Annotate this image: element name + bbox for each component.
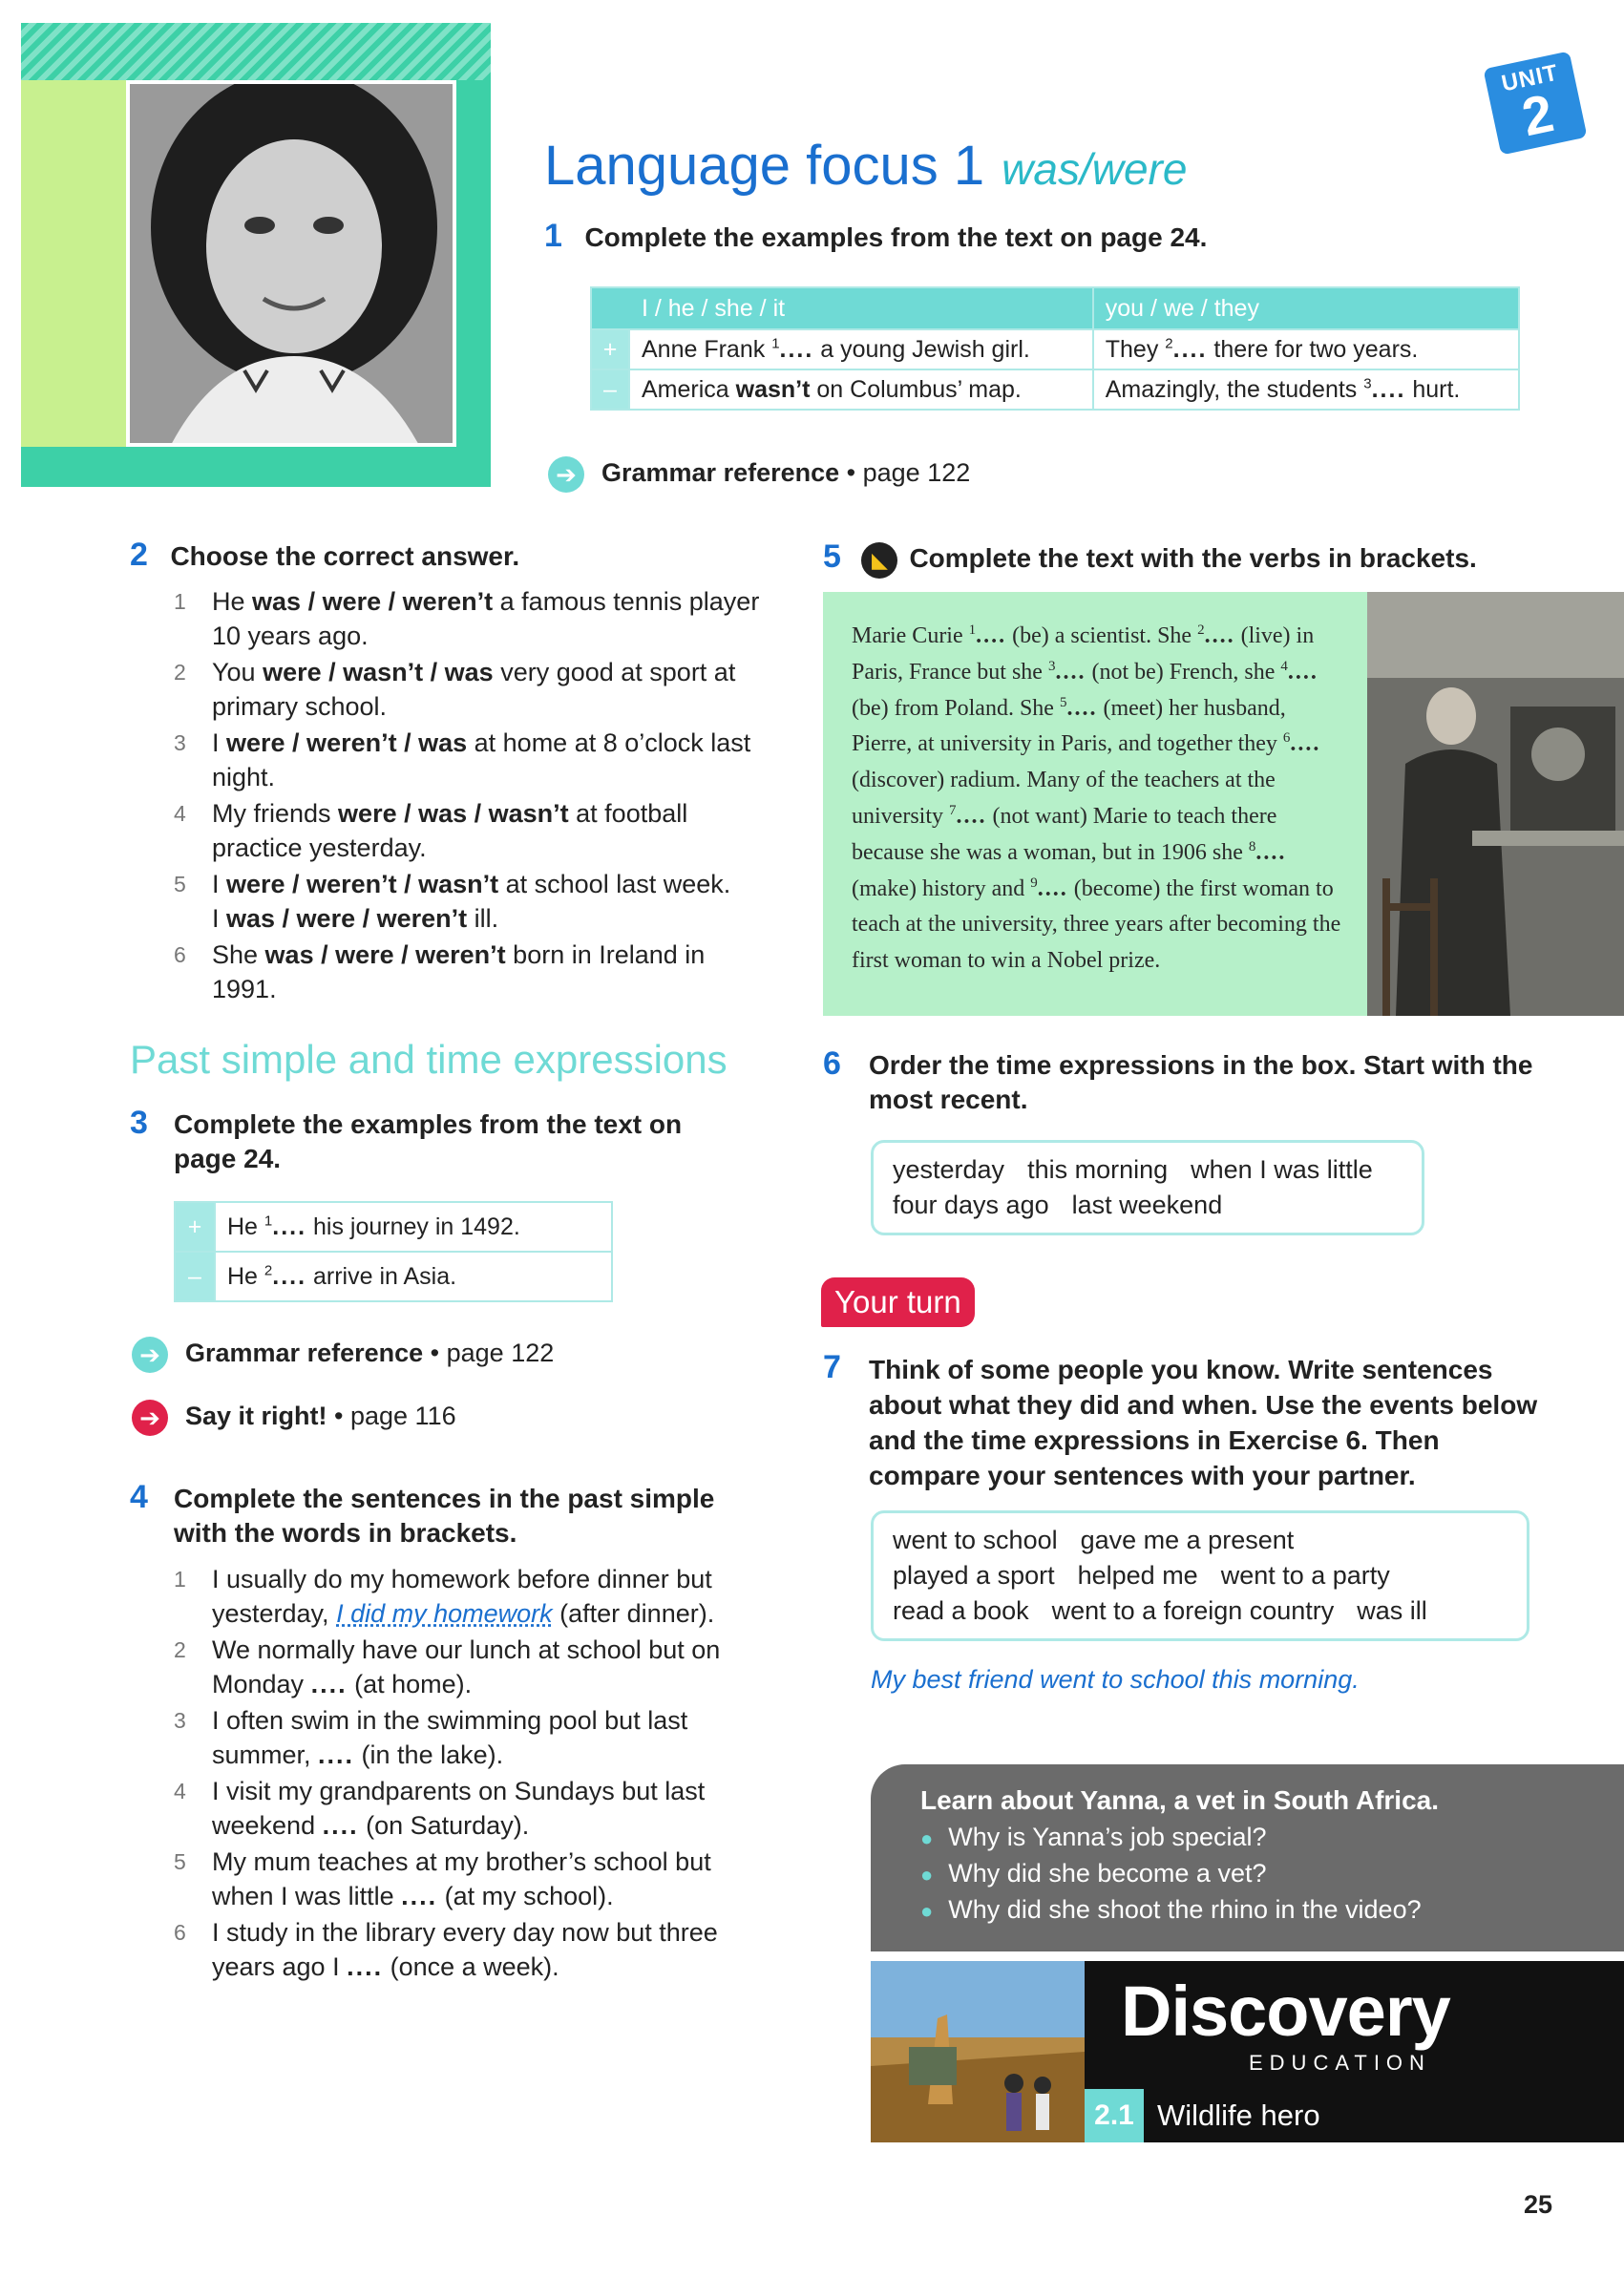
blank[interactable]: .... xyxy=(1055,659,1086,685)
say-it-right-link[interactable]: ➔ Say it right! • page 116 xyxy=(132,1400,456,1436)
ex4-number: 4 xyxy=(130,1479,148,1515)
list-item: 2 We normally have our lunch at school but on Monday .... (at home). xyxy=(174,1635,721,1698)
video-clip-number: 2.1 xyxy=(1085,2089,1144,2142)
ex5-heading xyxy=(823,538,1477,579)
list-item: 5 I were / weren’t / wasn’t at school last week. I was / were / weren’t ill. xyxy=(174,870,731,933)
blank[interactable]: .... xyxy=(1037,875,1068,901)
blank[interactable]: .... xyxy=(1204,623,1235,648)
word-chip: played a sport xyxy=(893,1561,1055,1590)
ex7-heading xyxy=(823,1349,1549,1493)
ex2-heading xyxy=(130,537,519,574)
video-panel xyxy=(871,1764,1624,1951)
page-title xyxy=(544,134,1187,198)
video-thumbnail[interactable] xyxy=(871,1961,1085,2142)
plus-sign: + xyxy=(175,1202,215,1252)
ex2-list xyxy=(174,584,775,1008)
word-chip: last weekend xyxy=(1071,1191,1223,1219)
arrow-right-icon: ➔ xyxy=(132,1337,168,1373)
ex7-instruction: Think of some people you know. Write sentences about what they did and when. Use the events below and the time expressions in Exercise 6. Then compare your sentences with your partner. xyxy=(869,1355,1538,1490)
video-clip-title[interactable]: Wildlife hero xyxy=(1144,2089,1624,2142)
ex1-instruction: Complete the examples from the text on page 24. xyxy=(584,222,1208,252)
blank[interactable]: .... xyxy=(1255,839,1287,865)
section-title: Past simple and time expressions xyxy=(130,1037,728,1082)
ex6-heading xyxy=(823,1045,1549,1117)
ex3-heading xyxy=(130,1107,779,1176)
page-title-main: Language focus 1 xyxy=(544,135,985,197)
ex7-example-sentence: My best friend went to school this morning. xyxy=(871,1665,1360,1694)
ex2-number: 2 xyxy=(130,537,148,573)
ex5-text: Marie Curie $^1$.... (be) a scientist. She $^2$.... (live) in Paris, France but she $^3$.... (not be) French, she $^4$.... (be) from Poland. She $^5$.... (meet) her husband, Pierre, at university in Paris, and together they $^6$.... (discover) radium. Many of the teachers at the university $^7$.... (not want) Marie to teach there because she was a woman, but in 1906 she $^8$.... (make) history and $^9$.... (become) the first woman to teach at the university, three years after becoming the first woman to win a Nobel prize. xyxy=(852,622,1341,974)
word-chip: went to a party xyxy=(1220,1561,1390,1590)
brand-name: Discovery xyxy=(1121,1972,1450,2051)
ex3-table xyxy=(174,1201,613,1302)
ex1-cell: America wasn’t on Columbus’ map. xyxy=(629,369,1093,410)
list-item: 1 I usually do my homework before dinner but yesterday, I did my homework (after dinner). xyxy=(174,1565,715,1628)
blank[interactable]: .... xyxy=(401,1882,438,1910)
ex2-instruction: Choose the correct answer. xyxy=(170,541,520,571)
ex3-instruction: Complete the examples from the text on page 24. xyxy=(174,1109,683,1173)
page-number: 25 xyxy=(1524,2190,1553,2219)
grammar-reference-link[interactable]: ➔ Grammar reference • page 122 xyxy=(132,1337,554,1373)
minus-sign: – xyxy=(175,1252,215,1301)
anne-frank-photo xyxy=(126,80,456,447)
blank[interactable]: .... xyxy=(779,335,814,363)
marie-curie-photo xyxy=(1367,592,1624,1016)
word-chip: went to a foreign country xyxy=(1051,1596,1335,1625)
ex1-cell: They $^2$.... there for two years. xyxy=(1093,329,1519,369)
blank[interactable]: .... xyxy=(272,1213,307,1240)
video-question: ● Why did she become a vet? xyxy=(920,1856,1624,1892)
ex1-col-header-1: I / he / she / it xyxy=(591,287,1093,329)
brand-subtitle: EDUCATION xyxy=(1249,2051,1431,2075)
minus-sign: – xyxy=(591,369,629,410)
your-turn-badge: Your turn xyxy=(821,1277,975,1327)
ex5-number: 5 xyxy=(823,538,841,575)
word-chip: when I was little xyxy=(1191,1155,1373,1184)
ex1-cell: Anne Frank $^1$.... a young Jewish girl. xyxy=(629,329,1093,369)
ex4-instruction: Complete the sentences in the past simple with the words in brackets. xyxy=(174,1484,715,1548)
blank[interactable]: .... xyxy=(1290,731,1321,757)
photo-stripes xyxy=(21,23,491,80)
ex7-word-box xyxy=(871,1510,1529,1641)
arrow-right-icon: ➔ xyxy=(132,1400,168,1436)
unit-number: 2 xyxy=(1516,82,1559,148)
video-heading: Learn about Yanna, a vet in South Africa. xyxy=(920,1785,1440,1815)
blank[interactable]: .... xyxy=(1371,375,1406,403)
blank[interactable]: .... xyxy=(322,1811,359,1840)
blank[interactable]: .... xyxy=(310,1670,348,1698)
ex4-heading xyxy=(130,1479,779,1550)
word-chip: this morning xyxy=(1027,1155,1169,1184)
unit-badge xyxy=(1483,51,1587,155)
ex3-cell: He $^1$.... his journey in 1492. xyxy=(215,1202,612,1252)
ex1-col-header-2: you / we / they xyxy=(1093,287,1519,329)
list-item: 6 I study in the library every day now but three years ago I .... (once a week). xyxy=(174,1918,718,1981)
arrow-right-icon: ➔ xyxy=(548,456,584,493)
page-title-sub: was/were xyxy=(1002,144,1188,194)
word-chip: yesterday xyxy=(893,1155,1005,1184)
video-question: ● Why is Yanna’s job special? xyxy=(920,1820,1624,1856)
ex1-cell: Amazingly, the students $^3$.... hurt. xyxy=(1093,369,1519,410)
ex6-word-box xyxy=(871,1140,1424,1235)
unit-label: UNIT xyxy=(1499,59,1561,97)
word-chip: was ill xyxy=(1357,1596,1427,1625)
blank[interactable]: .... xyxy=(318,1740,355,1769)
list-item: 3 I often swim in the swimming pool but last summer, .... (in the lake). xyxy=(174,1706,688,1769)
discovery-education-logo xyxy=(1085,1961,1624,2089)
list-item: 4 I visit my grandparents on Sundays but last weekend .... (on Saturday). xyxy=(174,1777,706,1840)
example-answer-fill: I did my homework xyxy=(336,1599,553,1628)
ex5-instruction: Complete the text with the verbs in brackets. xyxy=(909,543,1477,573)
word-chip: gave me a present xyxy=(1080,1526,1295,1554)
word-chip: four days ago xyxy=(893,1191,1049,1219)
video-question: ● Why did she shoot the rhino in the video? xyxy=(920,1892,1624,1929)
blank[interactable]: .... xyxy=(976,623,1007,648)
word-chip: helped me xyxy=(1077,1561,1198,1590)
ex3-cell: He $^2$.... arrive in Asia. xyxy=(215,1252,612,1301)
ex1-table xyxy=(590,286,1520,411)
ex3-number: 3 xyxy=(130,1105,148,1141)
list-item: 2 You were / wasn’t / was very good at sport at primary school. xyxy=(174,658,736,721)
ex7-number: 7 xyxy=(823,1349,841,1385)
plus-sign: + xyxy=(591,329,629,369)
ex1-number: 1 xyxy=(544,218,562,254)
audio-icon[interactable]: ◣ xyxy=(861,542,897,579)
ex1-heading xyxy=(544,218,1207,255)
blank[interactable]: .... xyxy=(1172,335,1208,363)
blank[interactable]: .... xyxy=(347,1952,384,1981)
ex6-instruction: Order the time expressions in the box. Start with the most recent. xyxy=(869,1050,1533,1114)
list-item: 5 My mum teaches at my brother’s school but when I was little .... (at my school). xyxy=(174,1847,711,1910)
blank[interactable]: .... xyxy=(1066,695,1098,721)
blank[interactable]: .... xyxy=(272,1262,307,1290)
ex6-number: 6 xyxy=(823,1045,841,1082)
list-item: 6 She was / were / weren’t born in Ireland in 1991. xyxy=(174,940,706,1003)
list-item: 4 My friends were / was / wasn’t at football practice yesterday. xyxy=(174,799,688,862)
photo-accent xyxy=(21,80,126,447)
word-chip: went to school xyxy=(893,1526,1058,1554)
ex4-list xyxy=(174,1562,747,1986)
blank[interactable]: .... xyxy=(956,803,987,829)
grammar-reference-link[interactable]: ➔ Grammar reference • page 122 xyxy=(548,456,970,493)
list-item: 1 He was / were / weren’t a famous tennis player 10 years ago. xyxy=(174,587,760,650)
word-chip: read a book xyxy=(893,1596,1029,1625)
blank[interactable]: .... xyxy=(1287,659,1318,685)
list-item: 3 I were / weren’t / was at home at 8 o’clock last night. xyxy=(174,728,751,791)
